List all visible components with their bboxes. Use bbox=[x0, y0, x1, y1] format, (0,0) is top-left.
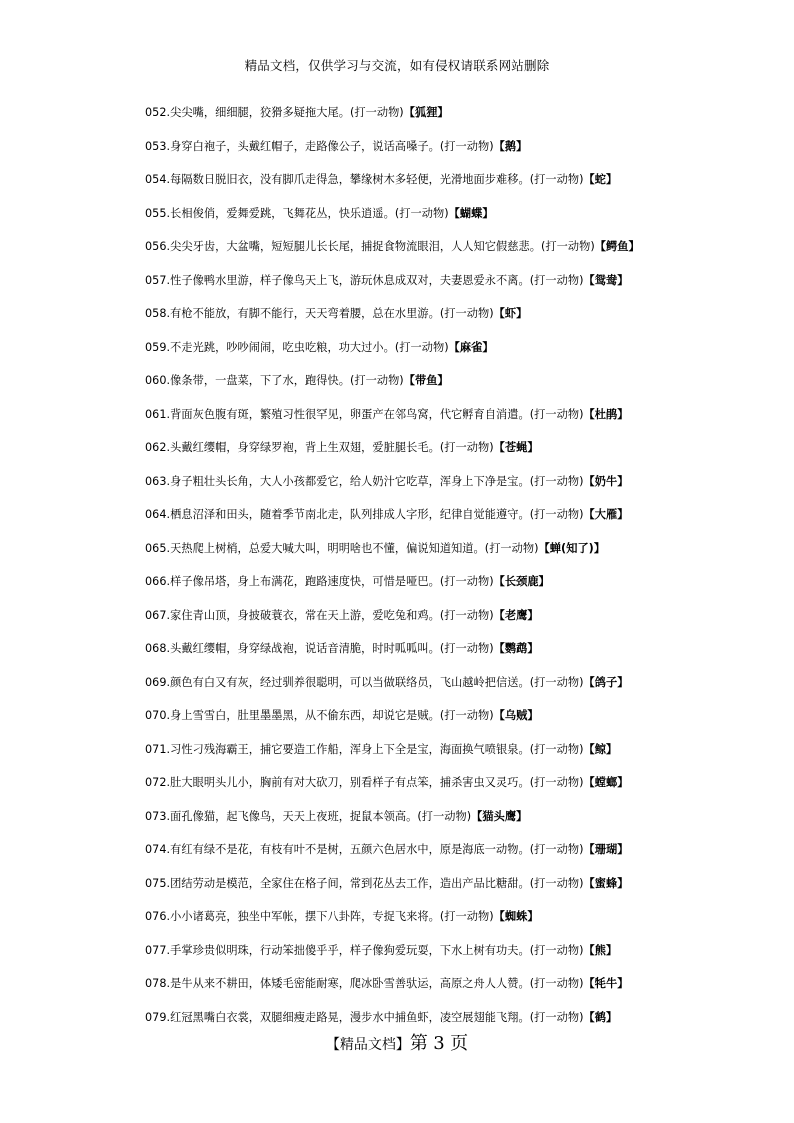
riddle-hint: (打一动物) bbox=[439, 575, 494, 588]
riddle-answer: 【大雁】 bbox=[583, 508, 629, 521]
riddle-number: 069. bbox=[145, 675, 171, 689]
riddle-hint: (打一动物) bbox=[484, 541, 539, 555]
riddle-hint: (打一动物) bbox=[529, 776, 584, 789]
riddle-hint: (打一动物) bbox=[529, 273, 584, 287]
riddle-item bbox=[145, 305, 775, 339]
riddle-item bbox=[145, 473, 775, 507]
riddle-number: 077. bbox=[145, 943, 171, 957]
riddle-text: 红冠黑嘴白衣裳，双腿细瘦走路晃，漫步水中捕鱼虾，凌空展翅能飞翔。 bbox=[170, 1010, 530, 1024]
riddle-text: 长相俊俏，爱舞爱跳，飞舞花丛，快乐逍遥。 bbox=[170, 206, 395, 220]
riddle-answer: 【带鱼】 bbox=[403, 374, 449, 387]
riddle-answer: 【熊】 bbox=[583, 943, 618, 957]
riddle-number: 062. bbox=[145, 441, 171, 454]
riddle-item bbox=[145, 540, 775, 574]
riddle-number: 055. bbox=[145, 206, 171, 220]
riddle-number: 072. bbox=[145, 776, 171, 789]
riddle-answer: 【鹤】 bbox=[583, 1010, 618, 1024]
riddle-number: 067. bbox=[145, 608, 171, 622]
riddle-item bbox=[145, 741, 775, 775]
riddle-item bbox=[145, 272, 775, 306]
riddle-text: 团结劳动是模范，全家住在格子间，常到花丛去工作，造出产品比糖甜。 bbox=[170, 876, 530, 890]
riddle-number: 060. bbox=[145, 374, 171, 387]
riddle-answer: 【麻雀】 bbox=[448, 340, 494, 354]
riddle-text: 每隔数日脱旧衣，没有脚爪走得急，攀缘树木多轻便，光滑地面步难移。 bbox=[170, 173, 530, 186]
riddle-item bbox=[145, 942, 775, 976]
riddle-answer: 【乌贼】 bbox=[493, 709, 539, 722]
riddle-answer: 【蜜蜂】 bbox=[583, 876, 629, 890]
riddle-hint: (打一动物) bbox=[439, 139, 494, 153]
riddle-answer: 【鸳鸯】 bbox=[583, 273, 629, 287]
riddle-answer: 【牦牛】 bbox=[583, 977, 629, 990]
riddle-hint: (打一动物) bbox=[439, 709, 494, 722]
riddle-hint: (打一动物) bbox=[394, 340, 449, 354]
riddle-answer: 【蝉(知了)】 bbox=[538, 541, 606, 555]
page-footer bbox=[0, 1033, 794, 1056]
riddle-answer: 【蝴蝶】 bbox=[448, 206, 494, 220]
riddle-hint: (打一动物) bbox=[529, 977, 584, 990]
riddle-list bbox=[145, 104, 775, 1042]
riddle-answer: 【杜鹃】 bbox=[583, 407, 629, 421]
riddle-text: 样子像吊塔，身上布满花，跑路速度快，可惜是哑巴。 bbox=[170, 575, 440, 588]
riddle-hint: (打一动物) bbox=[439, 910, 494, 923]
riddle-text: 尖尖嘴，细细腿，狡猾多疑拖大尾。 bbox=[170, 106, 350, 119]
riddle-item bbox=[145, 674, 775, 708]
riddle-hint: (打一动物) bbox=[529, 474, 584, 488]
riddle-number: 063. bbox=[145, 474, 171, 488]
footer-badge: 【精品文档】 bbox=[325, 1037, 410, 1053]
page-header: 精品文档，仅供学习与交流，如有侵权请联系网站删除 bbox=[244, 58, 550, 73]
riddle-item bbox=[145, 138, 775, 172]
riddle-hint: (打一动物) bbox=[394, 206, 449, 220]
riddle-hint: (打一动物) bbox=[439, 642, 494, 655]
riddle-number: 054. bbox=[145, 173, 171, 186]
riddle-number: 053. bbox=[145, 139, 171, 153]
riddle-item bbox=[145, 841, 775, 875]
riddle-text: 身穿白袍子，头戴红帽子，走路像公子，说话高嗓子。 bbox=[170, 139, 440, 153]
riddle-hint: (打一动物) bbox=[529, 1010, 584, 1024]
riddle-item bbox=[145, 339, 775, 373]
riddle-item bbox=[145, 171, 775, 205]
riddle-text: 头戴红缨帽，身穿绿战袍，说话音清脆，时时呱呱叫。 bbox=[170, 642, 440, 655]
riddle-hint: (打一动物) bbox=[439, 608, 494, 622]
riddle-hint: (打一动物) bbox=[417, 809, 472, 823]
riddle-answer: 【蛇】 bbox=[583, 173, 618, 186]
riddle-hint: (打一动物) bbox=[529, 876, 584, 890]
riddle-hint: (打一动物) bbox=[349, 374, 404, 387]
riddle-hint: (打一动物) bbox=[439, 441, 494, 454]
riddle-answer: 【鹦鹉】 bbox=[493, 642, 539, 655]
riddle-number: 070. bbox=[145, 709, 171, 722]
riddle-answer: 【虾】 bbox=[493, 307, 528, 320]
riddle-text: 头戴红缨帽，身穿绿罗袍，背上生双翅，爱脏腿长毛。 bbox=[170, 441, 440, 454]
riddle-number: 074. bbox=[145, 843, 171, 856]
riddle-answer: 【鸽子】 bbox=[583, 675, 629, 689]
riddle-answer: 【珊瑚】 bbox=[583, 843, 629, 856]
riddle-answer: 【鳄鱼】 bbox=[594, 240, 640, 253]
riddle-text: 栖息沼泽和田头，随着季节南北走，队列排成人字形，纪律自觉能遵守。 bbox=[170, 508, 530, 521]
riddle-item bbox=[145, 808, 775, 842]
riddle-answer: 【鹅】 bbox=[493, 139, 528, 153]
riddle-item bbox=[145, 506, 775, 540]
riddle-number: 061. bbox=[145, 407, 171, 421]
riddle-number: 075. bbox=[145, 876, 171, 890]
riddle-hint: (打一动物) bbox=[349, 106, 404, 119]
riddle-hint: (打一动物) bbox=[529, 843, 584, 856]
riddle-text: 天热爬上树梢，总爱大喊大叫，明明啥也不懂，偏说知道知道。 bbox=[170, 541, 485, 555]
riddle-text: 身上雪雪白，肚里墨墨黑，从不偷东西，却说它是贼。 bbox=[170, 709, 440, 722]
riddle-text: 肚大眼明头儿小，胸前有对大砍刀，别看样子有点笨，捕杀害虫又灵巧。 bbox=[170, 776, 530, 789]
riddle-number: 065. bbox=[145, 541, 171, 555]
riddle-item bbox=[145, 573, 775, 607]
riddle-answer: 【奶牛】 bbox=[583, 474, 629, 488]
riddle-text: 颜色有白又有灰，经过驯养很聪明，可以当做联络员，飞山越岭把信送。 bbox=[170, 675, 530, 689]
riddle-text: 背面灰色腹有斑，繁殖习性很罕见，卵蛋产在邻鸟窝，代它孵育自消遣。 bbox=[170, 407, 530, 421]
riddle-answer: 【长颈鹿】 bbox=[493, 575, 550, 588]
riddle-item bbox=[145, 372, 775, 406]
riddle-number: 071. bbox=[145, 742, 171, 756]
riddle-answer: 【苍蝇】 bbox=[493, 441, 539, 454]
riddle-answer: 【鲸】 bbox=[583, 742, 618, 756]
riddle-hint: (打一动物) bbox=[529, 742, 584, 756]
riddle-text: 尖尖牙齿，大盆嘴，短短腿儿长长尾，捕捉食物流眼泪，人人知它假慈悲。 bbox=[170, 240, 541, 253]
riddle-text: 习性刁残海霸王，捕它要造工作船，浑身上下全是宝，海面换气喷银泉。 bbox=[170, 742, 530, 756]
riddle-text: 面孔像猫，起飞像鸟，天天上夜班，捉鼠本领高。 bbox=[170, 809, 418, 823]
riddle-number: 056. bbox=[145, 240, 171, 253]
riddle-text: 小小诸葛亮，独坐中军帐，摆下八卦阵，专捉飞来将。 bbox=[170, 910, 440, 923]
riddle-answer: 【老鹰】 bbox=[493, 608, 539, 622]
riddle-text: 性子像鸭水里游，样子像鸟天上飞，游玩休息成双对，夫妻恩爱永不离。 bbox=[170, 273, 530, 287]
riddle-number: 076. bbox=[145, 910, 171, 923]
riddle-hint: (打一动物) bbox=[439, 307, 494, 320]
page-prefix: 第 bbox=[409, 1033, 428, 1054]
riddle-hint: (打一动物) bbox=[540, 240, 595, 253]
page-suffix: 页 bbox=[450, 1033, 469, 1054]
riddle-text: 手掌珍贵似明珠，行动笨拙傻乎乎，样子像狗爱玩耍，下水上树有功夫。 bbox=[170, 943, 530, 957]
riddle-hint: (打一动物) bbox=[529, 943, 584, 957]
riddle-text: 像条带，一盘菜，下了水，跑得快。 bbox=[170, 374, 350, 387]
riddle-number: 059. bbox=[145, 340, 171, 354]
riddle-text: 身子粗壮头长角，大人小孩都爱它，给人奶汁它吃草，浑身上下净是宝。 bbox=[170, 474, 530, 488]
riddle-item bbox=[145, 707, 775, 741]
riddle-number: 064. bbox=[145, 508, 171, 521]
riddle-text: 是牛从来不耕田，体矮毛密能耐寒，爬冰卧雪善驮运，高原之舟人人赞。 bbox=[170, 977, 530, 990]
riddle-item bbox=[145, 875, 775, 909]
riddle-number: 066. bbox=[145, 575, 171, 588]
page-number: 3 bbox=[433, 1033, 445, 1054]
riddle-number: 068. bbox=[145, 642, 171, 655]
riddle-number: 058. bbox=[145, 307, 171, 320]
riddle-text: 不走光跳，吵吵闹闹，吃虫吃粮，功大过小。 bbox=[170, 340, 395, 354]
riddle-answer: 【螳螂】 bbox=[583, 776, 629, 789]
riddle-item bbox=[145, 607, 775, 641]
riddle-text: 有枪不能放，有脚不能行，天天弯着腰，总在水里游。 bbox=[170, 307, 440, 320]
riddle-text: 家住青山顶，身披破蓑衣，常在天上游，爱吃兔和鸡。 bbox=[170, 608, 440, 622]
riddle-item bbox=[145, 908, 775, 942]
riddle-item bbox=[145, 774, 775, 808]
riddle-item bbox=[145, 975, 775, 1009]
riddle-item bbox=[145, 439, 775, 473]
riddle-hint: (打一动物) bbox=[529, 173, 584, 186]
riddle-number: 073. bbox=[145, 809, 171, 823]
riddle-number: 079. bbox=[145, 1010, 171, 1024]
riddle-number: 057. bbox=[145, 273, 171, 287]
riddle-answer: 【狐狸】 bbox=[403, 106, 449, 119]
riddle-hint: (打一动物) bbox=[529, 407, 584, 421]
riddle-item bbox=[145, 238, 775, 272]
riddle-text: 有红有绿不是花，有枝有叶不是树，五颜六色居水中，原是海底一动物。 bbox=[170, 843, 530, 856]
riddle-item bbox=[145, 640, 775, 674]
riddle-number: 078. bbox=[145, 977, 171, 990]
riddle-hint: (打一动物) bbox=[529, 675, 584, 689]
riddle-number: 052. bbox=[145, 106, 171, 119]
riddle-hint: (打一动物) bbox=[529, 508, 584, 521]
riddle-item bbox=[145, 406, 775, 440]
riddle-answer: 【蜘蛛】 bbox=[493, 910, 539, 923]
riddle-item bbox=[145, 205, 775, 239]
riddle-item bbox=[145, 104, 775, 138]
riddle-answer: 【猫头鹰】 bbox=[471, 809, 528, 823]
